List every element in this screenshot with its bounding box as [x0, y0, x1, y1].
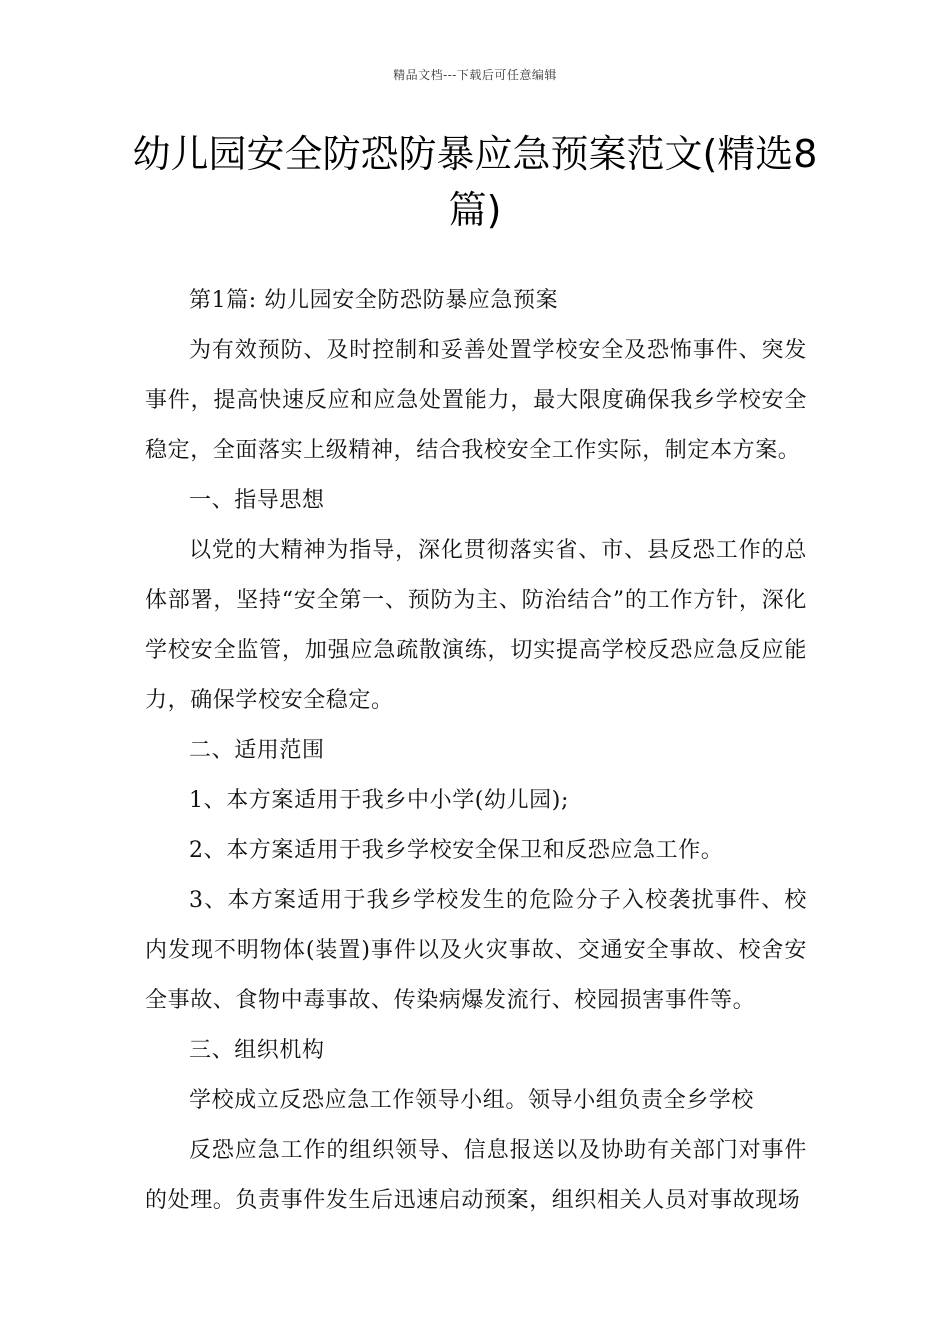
- list-item-scope-1: 1、本方案适用于我乡中小学(幼儿园);: [189, 788, 569, 813]
- list-item-scope-2: 2、本方案适用于我乡学校安全保卫和反恐应急工作。: [189, 838, 724, 863]
- paragraph-organization-2: 反恐应急工作的组织领导、信息报送以及协助有关部门对事件的处理。负责事件发生后迅速启动预案，组织相关人员对事故现场: [145, 1138, 807, 1213]
- header-note: 精品文档---下载后可任意编辑: [393, 68, 557, 82]
- paragraph-intro: 为有效预防、及时控制和妥善处置学校安全及恐怖事件、突发事件，提高快速反应和应急处置能力，最大限度确保我乡学校安全稳定，全面落实上级精神，结合我校安全工作实际，制定本方案。: [145, 338, 807, 463]
- section-heading-scope: 二、适用范围: [189, 738, 325, 763]
- section-heading-guiding-thought: 一、指导思想: [189, 488, 325, 513]
- section-heading-chapter-1: 第1篇: 幼儿园安全防恐防暴应急预案: [189, 288, 559, 313]
- paragraph-organization-1: 学校成立反恐应急工作领导小组。领导小组负责全乡学校: [189, 1088, 755, 1113]
- document-body: [145, 276, 807, 1226]
- document-title: 幼儿园安全防恐防暴应急预案范文(精选8篇): [132, 132, 818, 232]
- paragraph-guiding-thought: 以党的大精神为指导，深化贯彻落实省、市、县反恐工作的总体部署，坚持“安全第一、预防为主、防治结合”的工作方针，深化学校安全监管，加强应急疏散演练，切实提高学校反恐应急反应能力，确保学校安全稳定。: [145, 538, 807, 713]
- section-heading-organization: 三、组织机构: [189, 1038, 325, 1063]
- list-item-scope-3: 3、本方案适用于我乡学校发生的危险分子入校袭扰事件、校内发现不明物体(装置)事件以及火灾事故、交通安全事故、校舍安全事故、食物中毒事故、传染病爆发流行、校园损害事件等。: [145, 888, 807, 1013]
